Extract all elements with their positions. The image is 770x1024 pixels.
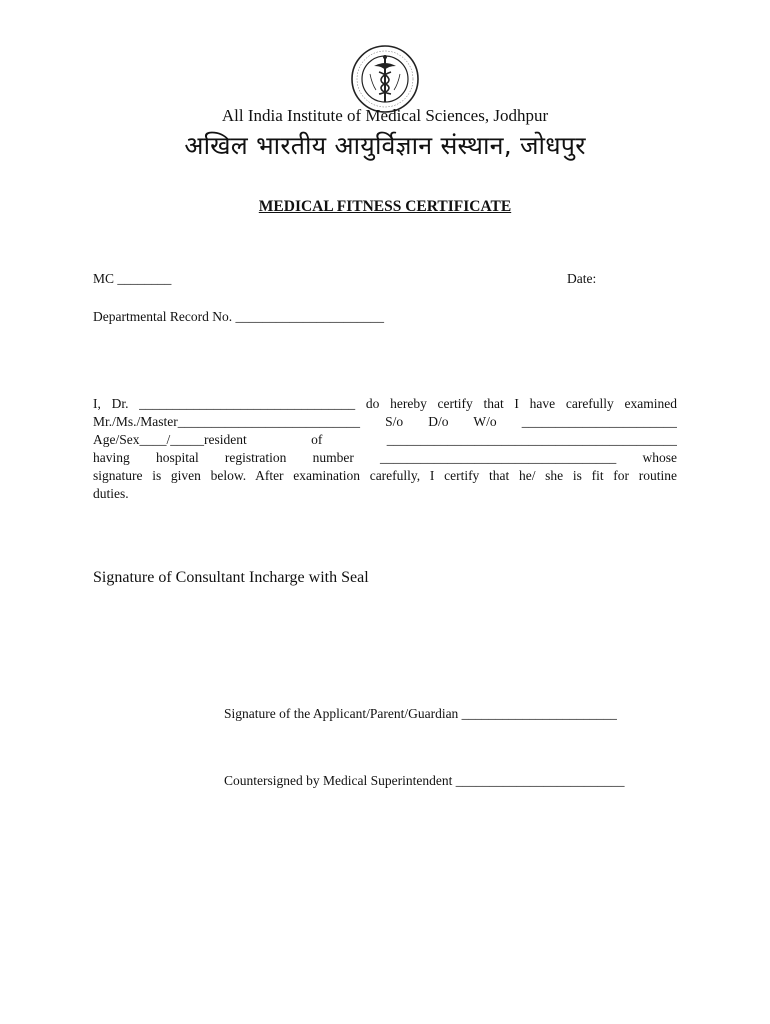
certificate-title: MEDICAL FITNESS CERTIFICATE [258,198,512,215]
body-line-fitness: signature is given below. After examination carefully, I certify that he/ she is fit for routine [93,468,677,483]
body-line-age-residence[interactable]: Age/Sex____/_____resident of ___________________________________________ [93,432,677,447]
institute-name-hindi: अखिल भारतीय आयुर्विज्ञान संस्थान, जोधपुर [184,131,586,160]
consultant-signature-label: Signature of Consultant Incharge with Seal [93,569,369,586]
body-line-registration[interactable]: having hospital registration number ___________________________________ whose [93,450,677,465]
departmental-record-field[interactable]: Departmental Record No. ______________________ [93,309,384,324]
mc-field[interactable]: MC ________ [93,271,172,286]
applicant-signature-field[interactable]: Signature of the Applicant/Parent/Guardian _______________________ [224,706,617,721]
body-line-patient[interactable]: Mr./Ms./Master___________________________ S/o D/o W/o _______________________ [93,414,677,429]
countersigned-field[interactable]: Countersigned by Medical Superintendent _________________________ [224,773,625,788]
certificate-body [93,395,677,503]
body-line-duties: duties. [93,486,129,501]
date-field[interactable]: Date: [567,271,597,286]
institute-name-english: All India Institute of Medical Sciences, Jodhpur [221,106,549,125]
body-line-doctor[interactable]: I, Dr. ________________________________ do hereby certify that I have carefully examined [93,396,677,411]
